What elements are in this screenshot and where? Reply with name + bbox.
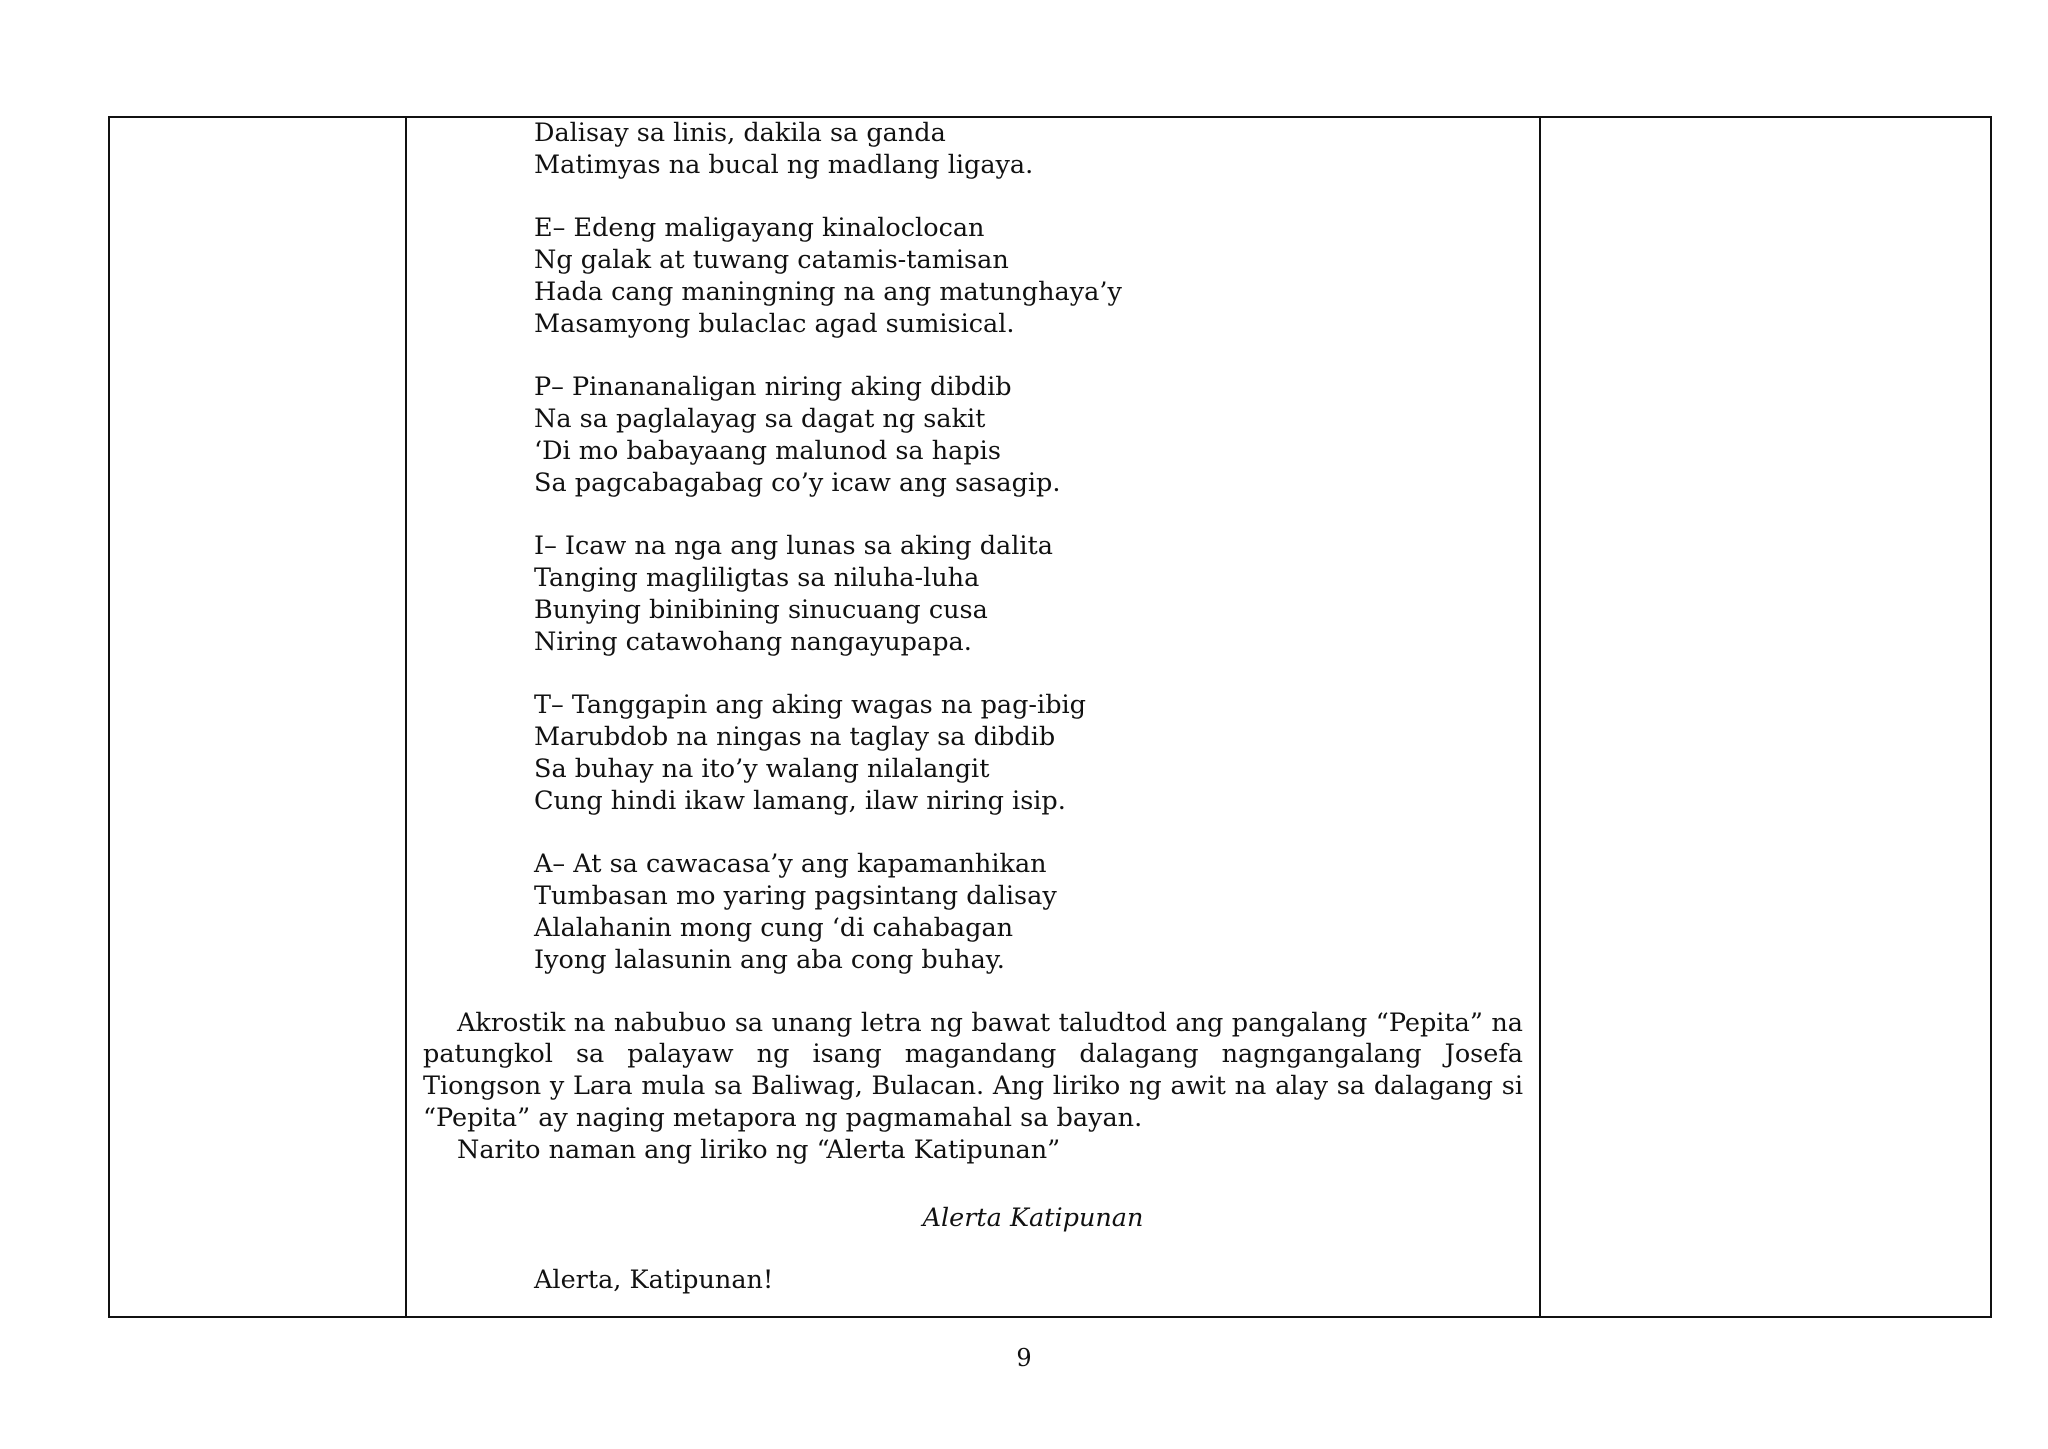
body-paragraph: Akrostik na nabubuo sa unang letra ng bawat taludtod ang pangalang “Pepita” na patungkol sa palayaw ng isang magandang dalagang nagngangalang Josefa Tiongson y Lara mula sa Baliwag, Bulacan. Ang liriko ng awit na alay sa dalagang si “Pepita” ay naging metapora ng pagmamahal sa bayan. [423, 1007, 1523, 1133]
poem-line: Dalisay sa linis, dakila sa ganda [534, 118, 946, 148]
poem-line: P– Pinananaligan niring aking dibdib [534, 372, 1012, 403]
stanza [534, 1265, 1523, 1297]
poem-line: E– Edeng maligayang kinaloclocan [534, 213, 985, 244]
poem-line: Matimyas na bucal ng madlang ligaya. [534, 149, 1034, 180]
stanza [534, 372, 1523, 499]
stanza [534, 849, 1523, 976]
poem-line: Na sa paglalayag sa dagat ng sakit [534, 404, 986, 435]
poem-line: Bunying binibining sinucuang cusa [534, 594, 988, 625]
poem-line: Iyong lalasunin ang aba cong buhay. [534, 944, 1005, 975]
stanza [534, 690, 1523, 817]
poem-line: Cung hindi ikaw lamang, ilaw niring isip. [534, 785, 1066, 816]
poem-line: Ng galak at tuwang catamis-tamisan [534, 245, 1009, 276]
poem-line: Marubdob na ningas na taglay sa dibdib [534, 722, 1056, 753]
poem-line: Tanging magliligtas sa niluha-luha [534, 563, 980, 594]
poem-line: T– Tanggapin ang aking wagas na pag-ibig [534, 690, 1086, 721]
poem-line: Niring catawohang nangayupapa. [534, 626, 972, 657]
poem-line: Alalahanin mong cung ‘di cahabagan [534, 912, 1014, 943]
intro-line: Narito naman ang liriko ng “Alerta Katipunan” [457, 1134, 1061, 1165]
poem-content [423, 118, 1523, 1297]
document-table [108, 116, 1992, 1318]
page-number: 9 [1016, 1344, 1032, 1372]
stanza [534, 531, 1523, 658]
poem-line: Tumbasan mo yaring pagsintang dalisay [534, 881, 1057, 912]
poem-line: Hada cang maningning na ang matunghaya’y [534, 276, 1122, 307]
poem-line: Alerta, Katipunan! [534, 1265, 774, 1296]
table-right-column [1541, 118, 1990, 1316]
table-left-column [110, 118, 407, 1316]
stanza [534, 213, 1523, 340]
poem-line: ‘Di mo babayaang malunod sa hapis [534, 435, 1001, 466]
poem-line: Masamyong bulaclac agad sumisical. [534, 308, 1015, 339]
song-title: Alerta Katipunan [922, 1202, 1144, 1233]
poem-line: Sa pagcabagabag co’y icaw ang sasagip. [534, 467, 1061, 498]
stanza [534, 118, 1523, 182]
table-middle-column [407, 118, 1541, 1316]
poem-line: A– At sa cawacasa’y ang kapamanhikan [534, 849, 1047, 880]
poem-line: I– Icaw na nga ang lunas sa aking dalita [534, 531, 1054, 562]
poem-line: Sa buhay na ito’y walang nilalangit [534, 753, 990, 784]
